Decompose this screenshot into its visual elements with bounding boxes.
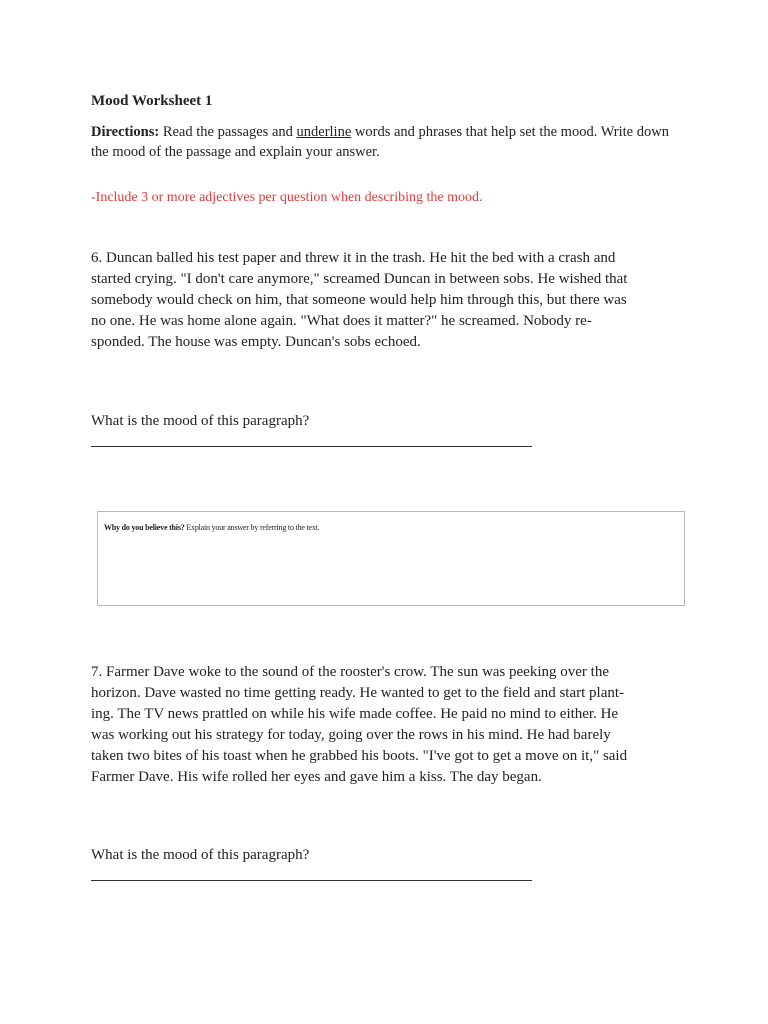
directions-text-before: Read the passages and	[159, 124, 297, 140]
adjectives-note: -Include 3 or more adjectives per question when describing the mood.	[91, 190, 483, 205]
passage-6-line: started crying. "I don't care anymore," screamed Duncan in between sobs. He wished that	[91, 271, 628, 287]
passage-6-line: sponded. The house was empty. Duncan's sobs echoed.	[91, 334, 421, 350]
directions	[91, 122, 671, 162]
answer-line-1[interactable]	[91, 446, 532, 447]
directions-underlined-word: underline	[296, 124, 352, 140]
explain-box-text: Explain your answer by referring to the text.	[184, 523, 320, 532]
passage-6	[91, 248, 681, 353]
explain-box-bold: Why do you believe this?	[104, 523, 185, 532]
passage-7-line: was working out his strategy for today, going over the rows in his mind. He had barely	[91, 727, 611, 743]
explain-answer-box[interactable]	[97, 511, 685, 606]
passage-6-line: no one. He was home alone again. "What does it matter?" he screamed. Nobody re-	[91, 313, 592, 329]
passage-7	[91, 662, 681, 788]
passage-7-line: ing. The TV news prattled on while his wife made coffee. He paid no mind to either. He	[91, 706, 619, 722]
question-mood-1	[91, 411, 551, 447]
directions-label: Directions:	[91, 124, 160, 140]
explain-box-prompt	[104, 523, 320, 532]
passage-6-line: 6. Duncan balled his test paper and threw it in the trash. He hit the bed with a crash and	[91, 250, 616, 266]
passage-7-line: horizon. Dave wasted no time getting ready. He wanted to get to the field and start plant-	[91, 685, 625, 701]
passage-6-line: somebody would check on him, that someone would help him through this, but there was	[91, 292, 627, 308]
passage-7-line: 7. Farmer Dave woke to the sound of the rooster's crow. The sun was peeking over the	[91, 664, 609, 680]
question-mood-2-text: What is the mood of this paragraph?	[91, 847, 310, 863]
question-mood-2	[91, 845, 551, 881]
question-mood-1-text: What is the mood of this paragraph?	[91, 413, 310, 429]
passage-7-line: taken two bites of his toast when he grabbed his boots. "I've got to get a move on it," said	[91, 748, 628, 764]
passage-7-line: Farmer Dave. His wife rolled her eyes and gave him a kiss. The day began.	[91, 769, 542, 785]
page-title: Mood Worksheet 1	[91, 93, 213, 109]
directions-text-after: words and phrases that help set the mood. Write down the mood of the passage and explain your answer.	[91, 124, 669, 160]
answer-line-2[interactable]	[91, 880, 532, 881]
